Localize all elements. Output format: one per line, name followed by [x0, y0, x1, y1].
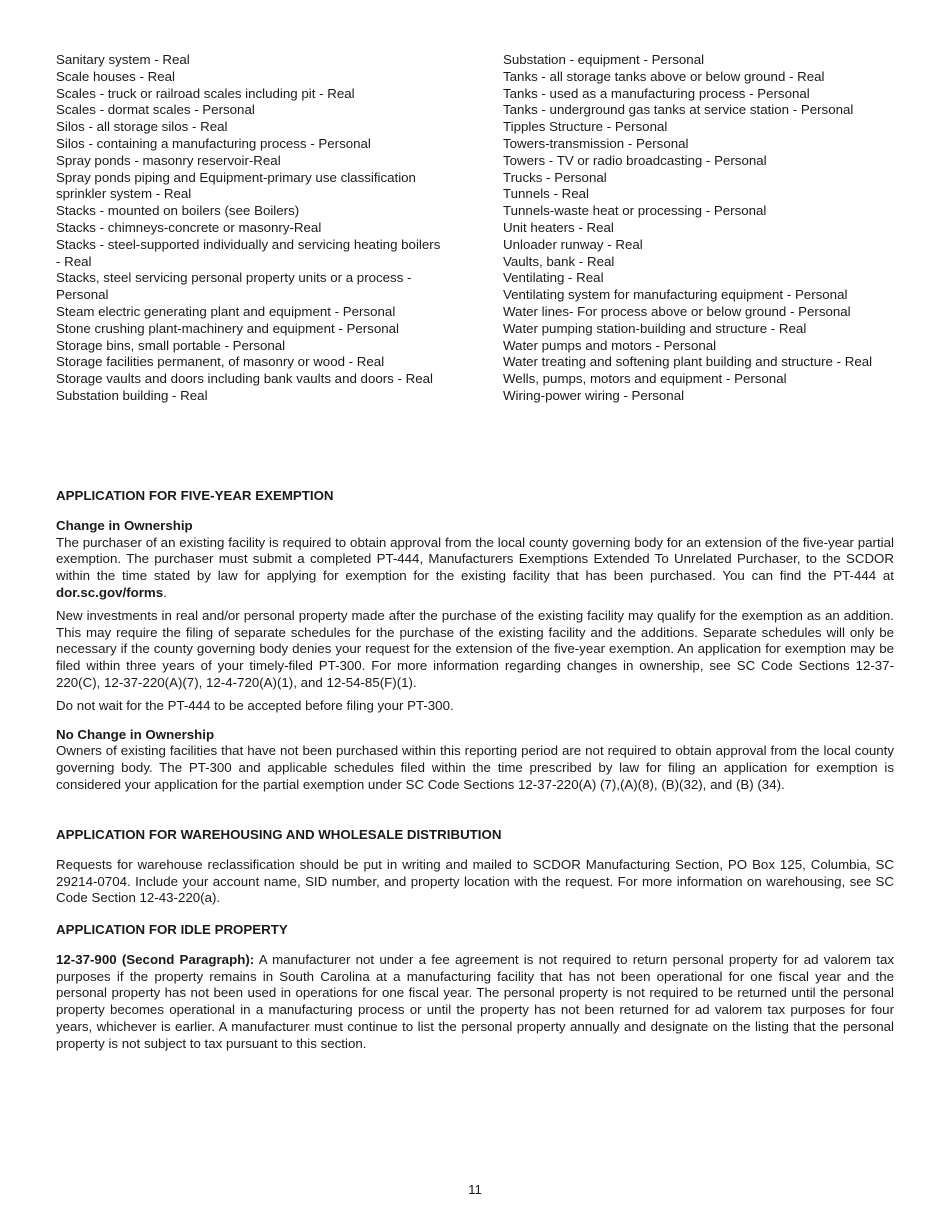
list-item: Trucks - Personal [503, 169, 607, 185]
list-item: Substation building - Real [56, 387, 208, 403]
idle-property-paragraph [56, 952, 894, 1053]
change-in-ownership-heading: Change in Ownership [56, 517, 193, 533]
warehousing-section [56, 827, 894, 907]
list-item: Stacks - mounted on boilers (see Boilers) [56, 203, 300, 219]
list-item: Tanks - underground gas tanks at service station - Personal [503, 102, 854, 118]
list-item: Tunnels - Real [503, 186, 589, 202]
list-item: Wells, pumps, motors and equipment - Personal [503, 371, 787, 387]
change-in-ownership-paragraph-1 [56, 535, 894, 602]
list-item: Water pumping station-building and structure - Real [503, 320, 807, 336]
list-item: Towers-transmission - Personal [503, 135, 689, 151]
list-item: Wiring-power wiring - Personal [503, 387, 685, 403]
list-item: Spray ponds - masonry reservoir-Real [56, 152, 281, 168]
no-change-in-ownership-paragraph: Owners of existing facilities that have not been purchased within this reporting period are not required to obtain approval from the local county governing body. The PT-300 and applicable schedules filed within the time prescribed by law for filing an application for exemption is considered your application for the partial exemption under SC Code Sections 12-37-220(A) (7),(A)(8), (B)(32), and (B) (34). [56, 743, 894, 792]
list-item: Spray ponds piping and Equipment-primary use classification sprinkler system - Real [56, 169, 416, 202]
list-item: Unit heaters - Real [503, 219, 614, 235]
list-item: Water treating and softening plant building and structure - Real [503, 354, 873, 370]
forms-link-text: dor.sc.gov/forms [56, 584, 164, 600]
list-item: Scales - dormat scales - Personal [56, 102, 255, 118]
five-year-exemption-section [56, 488, 894, 794]
warehousing-paragraph: Requests for warehouse reclassification should be put in writing and mailed to SCDOR Manufacturing Section, PO Box 125, Columbia, SC 29214-0704. Include your account name, SID number, and property location with the request. For more information on warehousing, see SC Code Section 12-43-220(a). [56, 856, 894, 906]
five-year-exemption-title: APPLICATION FOR FIVE-YEAR EXEMPTION [56, 488, 334, 503]
list-item: Stacks - steel-supported individually and servicing heating boilers - Real [56, 236, 441, 269]
list-item: Vaults, bank - Real [503, 253, 615, 269]
list-item: Scale houses - Real [56, 68, 175, 84]
idle-property-section [56, 922, 894, 1053]
change-in-ownership-paragraph-2: New investments in real and/or personal property made after the purchase of the existing facility may qualify for the exemption as an addition. This may require the filing of separate schedules for the purchase of the existing facility and the additions. Separate schedules will only be necessary if the county governing body denies your request for the extension of the five-year exemption. An application for exemption may be filed within three years of your timely-filed PT-300. For more information regarding changes in ownership, see SC Code Sections 12-37-220(C), 12-37-220(A)(7), 12-4-720(A)(1), and 12-54-85(F)(1). [56, 607, 894, 690]
list-item: Tanks - used as a manufacturing process - Personal [503, 85, 810, 101]
list-item: Water pumps and motors - Personal [503, 337, 717, 353]
list-item: Stacks, steel servicing personal property units or a process - Personal [56, 270, 412, 303]
property-list-left-column [56, 52, 446, 405]
list-item: Stone crushing plant-machinery and equipment - Personal [56, 320, 399, 336]
no-change-in-ownership-heading: No Change in Ownership [56, 726, 215, 742]
idle-property-text: A manufacturer not under a fee agreement is not required to return personal property for ad valorem tax purposes if the property remains in South Carolina at a manufacturing facility that has not been operational for one fiscal year and the personal property has not been used in operations for one fiscal year. The personal property is not required to be returned until the personal property becomes operational in a manufacturing process or until the property has not been returned for ad valorem tax purposes for four years, whichever is earlier. A manufacturer must continue to list the personal property annually and designate on the listing that the personal property is not subject to tax pursuant to this section. [56, 951, 894, 1051]
idle-property-title: APPLICATION FOR IDLE PROPERTY [56, 922, 288, 937]
list-item: Tunnels-waste heat or processing - Personal [503, 203, 767, 219]
list-item: Sanitary system - Real [56, 52, 190, 67]
list-item: Storage facilities permanent, of masonry or wood - Real [56, 354, 385, 370]
list-item: Steam electric generating plant and equipment - Personal [56, 303, 396, 319]
list-item: Ventilating - Real [503, 270, 604, 286]
list-item: Towers - TV or radio broadcasting - Personal [503, 152, 767, 168]
warehousing-title: APPLICATION FOR WAREHOUSING AND WHOLESALE DISTRIBUTION [56, 827, 502, 842]
list-item: Silos - all storage silos - Real [56, 119, 228, 135]
change-p1-end: . [163, 584, 167, 600]
idle-property-code-reference: 12-37-900 (Second Paragraph): [56, 951, 255, 967]
list-item: Unloader runway - Real [503, 236, 643, 252]
list-item: Storage bins, small portable - Personal [56, 337, 286, 353]
list-item: Ventilating system for manufacturing equipment - Personal [503, 287, 848, 303]
list-item: Tanks - all storage tanks above or below ground - Real [503, 68, 825, 84]
list-item: Storage vaults and doors including bank vaults and doors - Real [56, 371, 433, 387]
page-number: 11 [468, 1182, 482, 1197]
list-item: Substation - equipment - Personal [503, 52, 705, 67]
list-item: Water lines- For process above or below ground - Personal [503, 303, 851, 319]
change-p1-text: The purchaser of an existing facility is required to obtain approval from the local county governing body for an extension of the five-year partial exemption. The purchaser must submit a completed PT-444, Manufacturers Exemptions Extended To Unrelated Purchaser, to the SCDOR within the time stated by law for applying for exemption for the existing facility that has been purchased. You can find the PT-444 at [56, 534, 894, 584]
change-in-ownership-paragraph-3: Do not wait for the PT-444 to be accepted before filing your PT-300. [56, 697, 454, 713]
list-item: Stacks - chimneys-concrete or masonry-Real [56, 219, 322, 235]
property-list-right-column [503, 52, 903, 405]
list-item: Tipples Structure - Personal [503, 119, 668, 135]
list-item: Scales - truck or railroad scales including pit - Real [56, 85, 355, 101]
list-item: Silos - containing a manufacturing process - Personal [56, 135, 371, 151]
